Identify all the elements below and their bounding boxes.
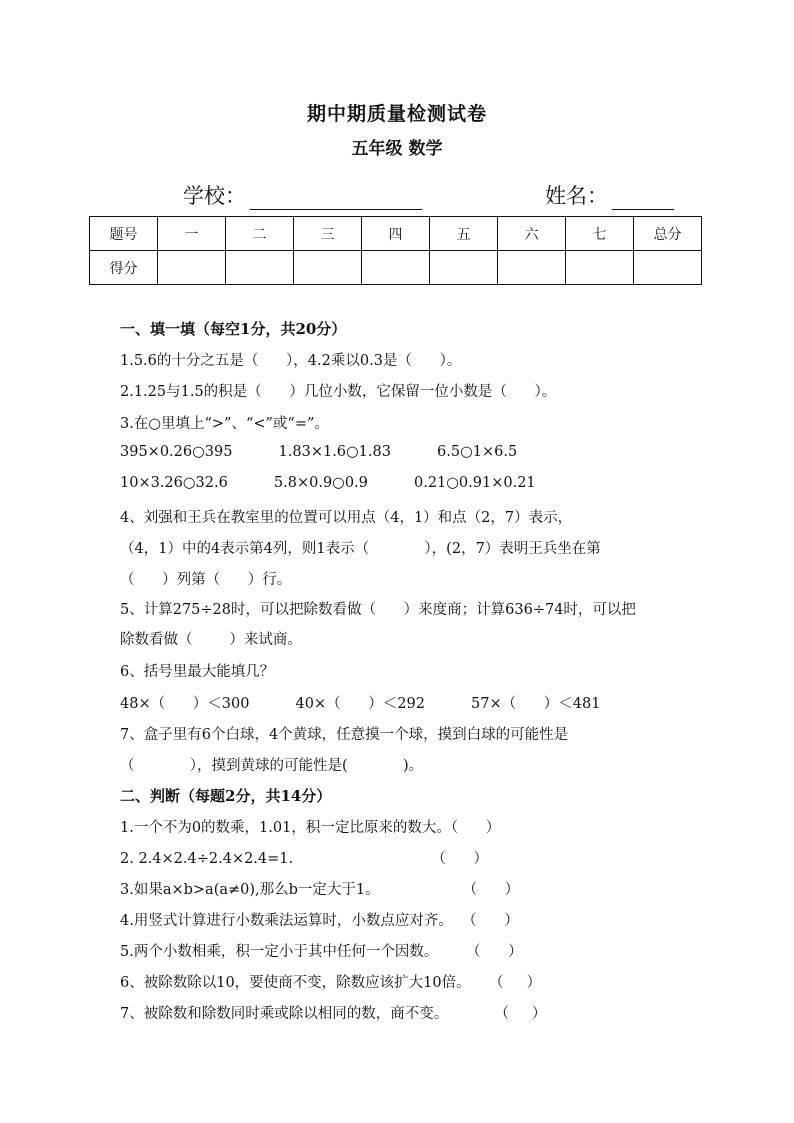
score-cell-header: 一 bbox=[158, 217, 226, 251]
question-line: 5.两个小数相乘，积一定小于其中任何一个因数。 （ ） bbox=[120, 944, 523, 960]
score-table bbox=[89, 216, 702, 285]
question-line: 3.在○里填上“>”、“<”或“=”。 bbox=[120, 416, 329, 432]
score-cell-header: 二 bbox=[226, 217, 294, 251]
score-cell-blank[interactable] bbox=[566, 251, 634, 285]
score-cell-header: 七 bbox=[566, 217, 634, 251]
question-line: 2.1.25与1.5的积是（ ）几位小数，它保留一位小数是（ ）。 bbox=[120, 384, 557, 400]
question-line: 6、括号里最大能填几？ bbox=[120, 664, 275, 680]
question-line: 7、被除数和除数同时乘或除以相同的数，商不变。 （ ） bbox=[120, 1006, 547, 1022]
exam-title: 期中期质量检测试卷 bbox=[306, 103, 487, 125]
question-line: 10×3.26○32.6 5.8×0.9○0.9 0.21○0.91×0.21 bbox=[120, 475, 536, 491]
score-cell-blank[interactable] bbox=[294, 251, 362, 285]
score-cell-blank[interactable] bbox=[498, 251, 566, 285]
score-cell-header: 五 bbox=[430, 217, 498, 251]
score-table-score-row bbox=[90, 251, 702, 285]
question-line: 3.如果a×b>a(a≠0),那么b一定大于1。 （ ） bbox=[120, 882, 520, 898]
question-line: 7、盒子里有6个白球，4个黄球，任意摸一个球，摸到白球的可能性是 bbox=[120, 727, 569, 743]
score-cell-header: 三 bbox=[294, 217, 362, 251]
question-line: 6、被除数除以10，要使商不变，除数应该扩大10倍。 （ ） bbox=[120, 975, 542, 991]
name-label: 姓名： bbox=[545, 184, 608, 208]
score-cell-blank[interactable] bbox=[634, 251, 702, 285]
section-heading-fill: 一、填一填（每空1分，共20分） bbox=[120, 320, 347, 338]
question-line: 4.用竖式计算进行小数乘法运算时，小数点应对齐。 （ ） bbox=[120, 913, 519, 929]
question-line: 395×0.26○395 1.83×1.6○1.83 6.5○1×6.5 bbox=[120, 444, 518, 460]
score-cell-blank[interactable] bbox=[362, 251, 430, 285]
question-line: 1.5.6的十分之五是（ ），4.2乘以0.3是（ ）。 bbox=[120, 353, 462, 369]
school-label: 学校： bbox=[183, 184, 246, 208]
score-cell-blank[interactable] bbox=[226, 251, 294, 285]
score-row-label: 得分 bbox=[90, 251, 158, 285]
school-blank bbox=[250, 185, 422, 210]
score-cell-header: 总分 bbox=[634, 217, 702, 251]
question-line: （ ），摸到黄球的可能性是( )。 bbox=[120, 758, 424, 774]
question-line: 48×（ ）＜300 40×（ ）＜292 57×（ ）＜481 bbox=[120, 696, 601, 712]
question-line: （4，1）中的4表示第4列，则1表示（ ），(2，7）表明王兵坐在第 bbox=[120, 541, 601, 557]
score-table-header-row bbox=[90, 217, 702, 251]
section-heading-judge: 二、判断（每题2分，共14分） bbox=[120, 787, 332, 805]
score-cell-header: 题号 bbox=[90, 217, 158, 251]
question-line: 1.一个不为0的数乘，1.01，积一定比原来的数大。（ ） bbox=[120, 820, 501, 836]
name-field bbox=[545, 180, 674, 210]
question-line: 4、刘强和王兵在教室里的位置可以用点（4，1）和点（2，7）表示， bbox=[120, 510, 573, 526]
score-cell-header: 四 bbox=[362, 217, 430, 251]
score-cell-header: 六 bbox=[498, 217, 566, 251]
question-line: 2. 2.4×2.4÷2.4×2.4=1. （ ） bbox=[120, 851, 489, 867]
school-field bbox=[183, 180, 422, 210]
score-cell-blank[interactable] bbox=[430, 251, 498, 285]
score-cell-blank[interactable] bbox=[158, 251, 226, 285]
question-line: （ ）列第（ ）行。 bbox=[120, 572, 292, 588]
question-line: 5、计算275÷28时，可以把除数看做（ ）来度商；计算636÷74时，可以把 bbox=[120, 602, 636, 618]
exam-subtitle: 五年级 数学 bbox=[351, 139, 443, 159]
name-blank bbox=[612, 185, 674, 210]
question-line: 除数看做（ ）来试商。 bbox=[120, 632, 302, 648]
